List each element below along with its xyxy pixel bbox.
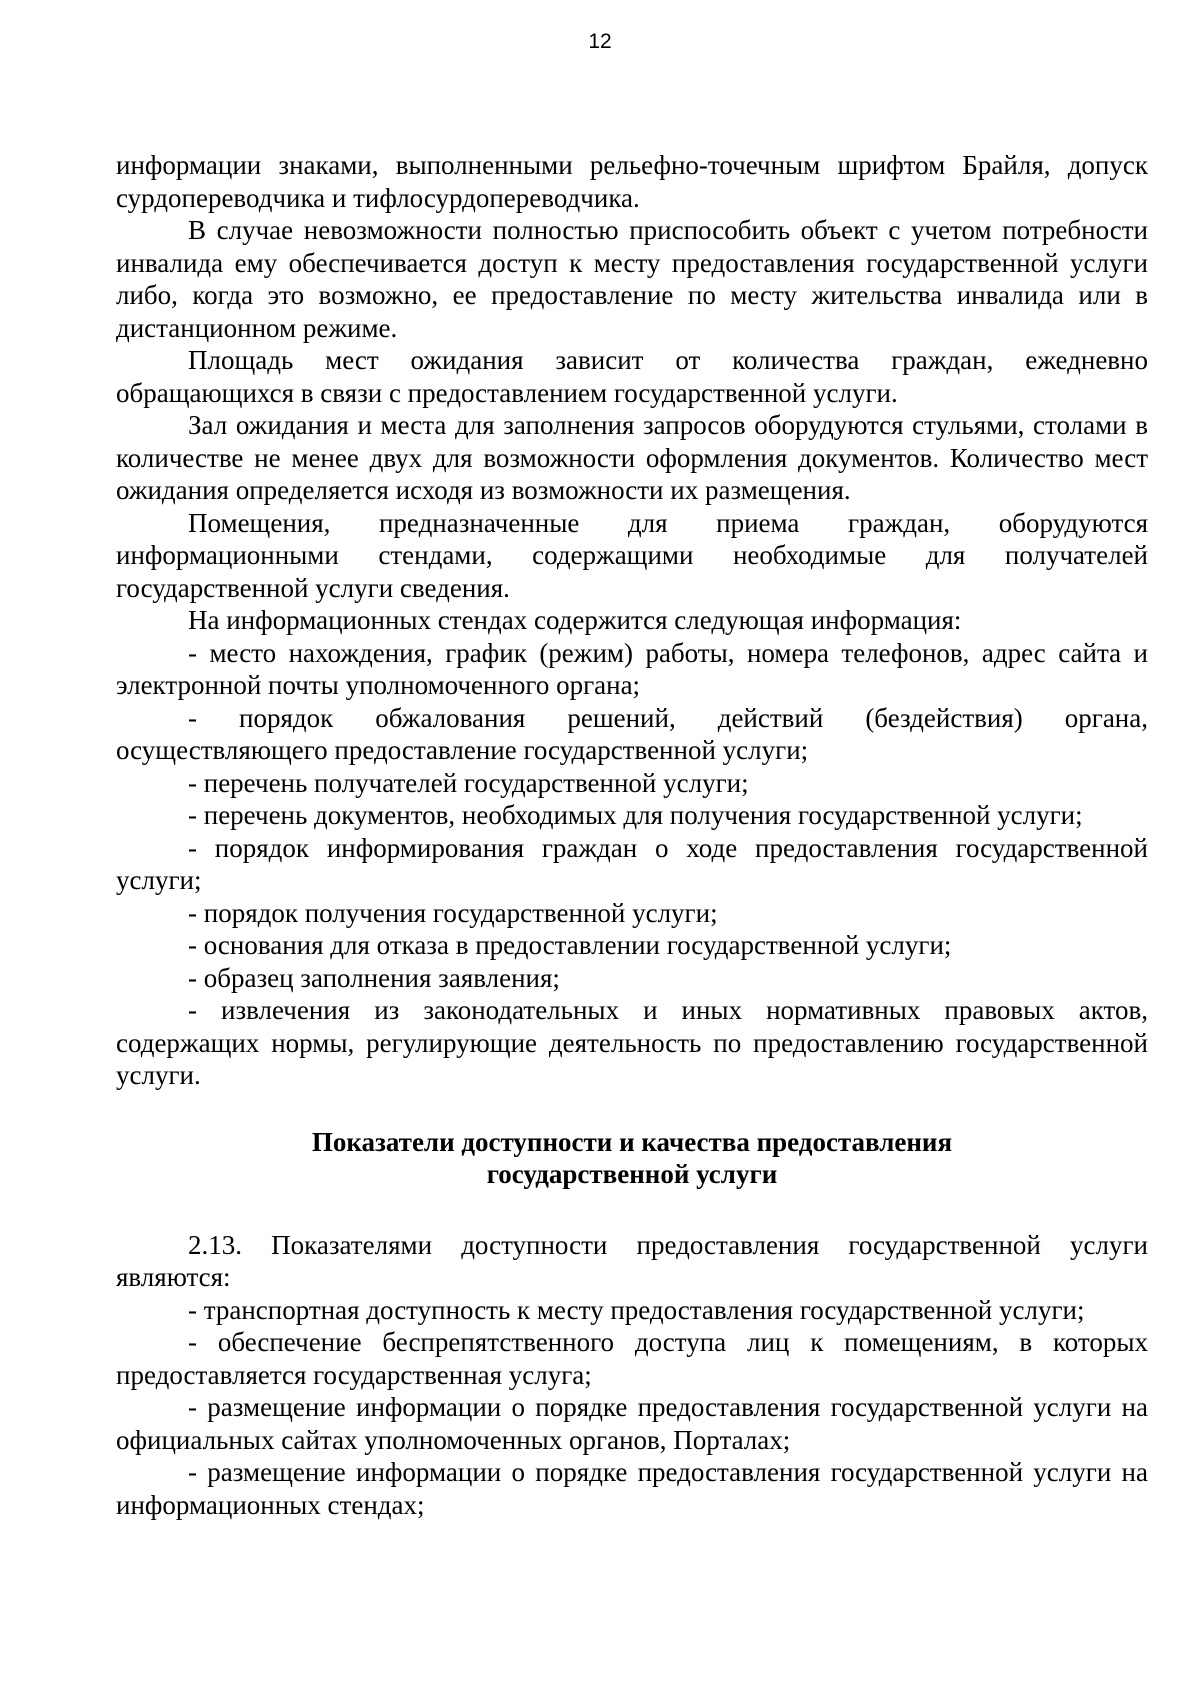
document-body	[116, 149, 1148, 1521]
paragraph: - основания для отказа в предоставлении государственной услуги;	[188, 930, 952, 960]
paragraph: - образец заполнения заявления;	[188, 962, 560, 993]
paragraph: - порядок обжалования решений, действий (бездействия) органа, осуществляющего предоставление государственной услуги;	[116, 702, 1148, 765]
section-heading-line-1: Показатели доступности и качества предоставления	[311, 1126, 953, 1157]
page-number: 12	[588, 30, 612, 53]
paragraph: Зал ожидания и места для заполнения запросов оборудуются стульями, столами в количестве не менее двух для возможности оформления документов. Количество мест ожидания определяется исходя из возможности их размещения.	[116, 410, 1148, 505]
paragraph: Площадь мест ожидания зависит от количества граждан, ежедневно обращающихся в связи с предоставлением государственной услуги.	[116, 345, 1148, 408]
paragraph: - место нахождения, график (режим) работы, номера телефонов, адрес сайта и электронной почты уполномоченного органа;	[116, 637, 1148, 700]
paragraph: - перечень документов, необходимых для получения государственной услуги;	[188, 800, 1083, 830]
paragraph: В случае невозможности полностью приспособить объект с учетом потребности инвалида ему обеспечивается доступ к месту предоставления государственной услуги либо, когда это возможно, ее предоставление по месту жительства инвалида или в дистанционном режиме.	[116, 215, 1148, 343]
paragraph: 2.13. Показателями доступности предоставления государственной услуги являются:	[116, 1229, 1148, 1292]
section-heading	[116, 1126, 1148, 1191]
paragraph: - перечень получателей государственной услуги;	[188, 767, 749, 798]
paragraph: Помещения, предназначенные для приема граждан, оборудуются информационными стендами, содержащими необходимые для получателей государственной услуги сведения.	[116, 507, 1148, 603]
paragraphs-bottom-section	[116, 1229, 1148, 1522]
paragraph: - транспортная доступность к месту предоставления государственной услуги;	[188, 1294, 1085, 1325]
paragraph: - размещение информации о порядке предоставления государственной услуги на официальных сайтах уполномоченных органов, Порталах;	[116, 1392, 1148, 1455]
paragraph: - обеспечение беспрепятственного доступа лиц к помещениям, в которых предоставляется государственная услуга;	[116, 1327, 1148, 1390]
paragraph: На информационных стендах содержится следующая информация:	[188, 605, 962, 635]
paragraph: - извлечения из законодательных и иных нормативных правовых актов, содержащих нормы, регулирующие деятельность по предоставлению государственной услуги.	[116, 995, 1148, 1090]
paragraph: - порядок получения государственной услуги;	[188, 897, 718, 928]
section-heading-line-2: государственной услуги	[486, 1159, 778, 1189]
paragraph: - размещение информации о порядке предоставления государственной услуги на информационных стендах;	[116, 1457, 1148, 1520]
paragraph: информации знаками, выполненными рельефно-точечным шрифтом Брайля, допуск сурдопереводчика и тифлосурдопереводчика.	[116, 150, 1148, 213]
paragraph: - порядок информирования граждан о ходе предоставления государственной услуги;	[116, 832, 1148, 895]
paragraphs-top-section	[116, 149, 1148, 1092]
